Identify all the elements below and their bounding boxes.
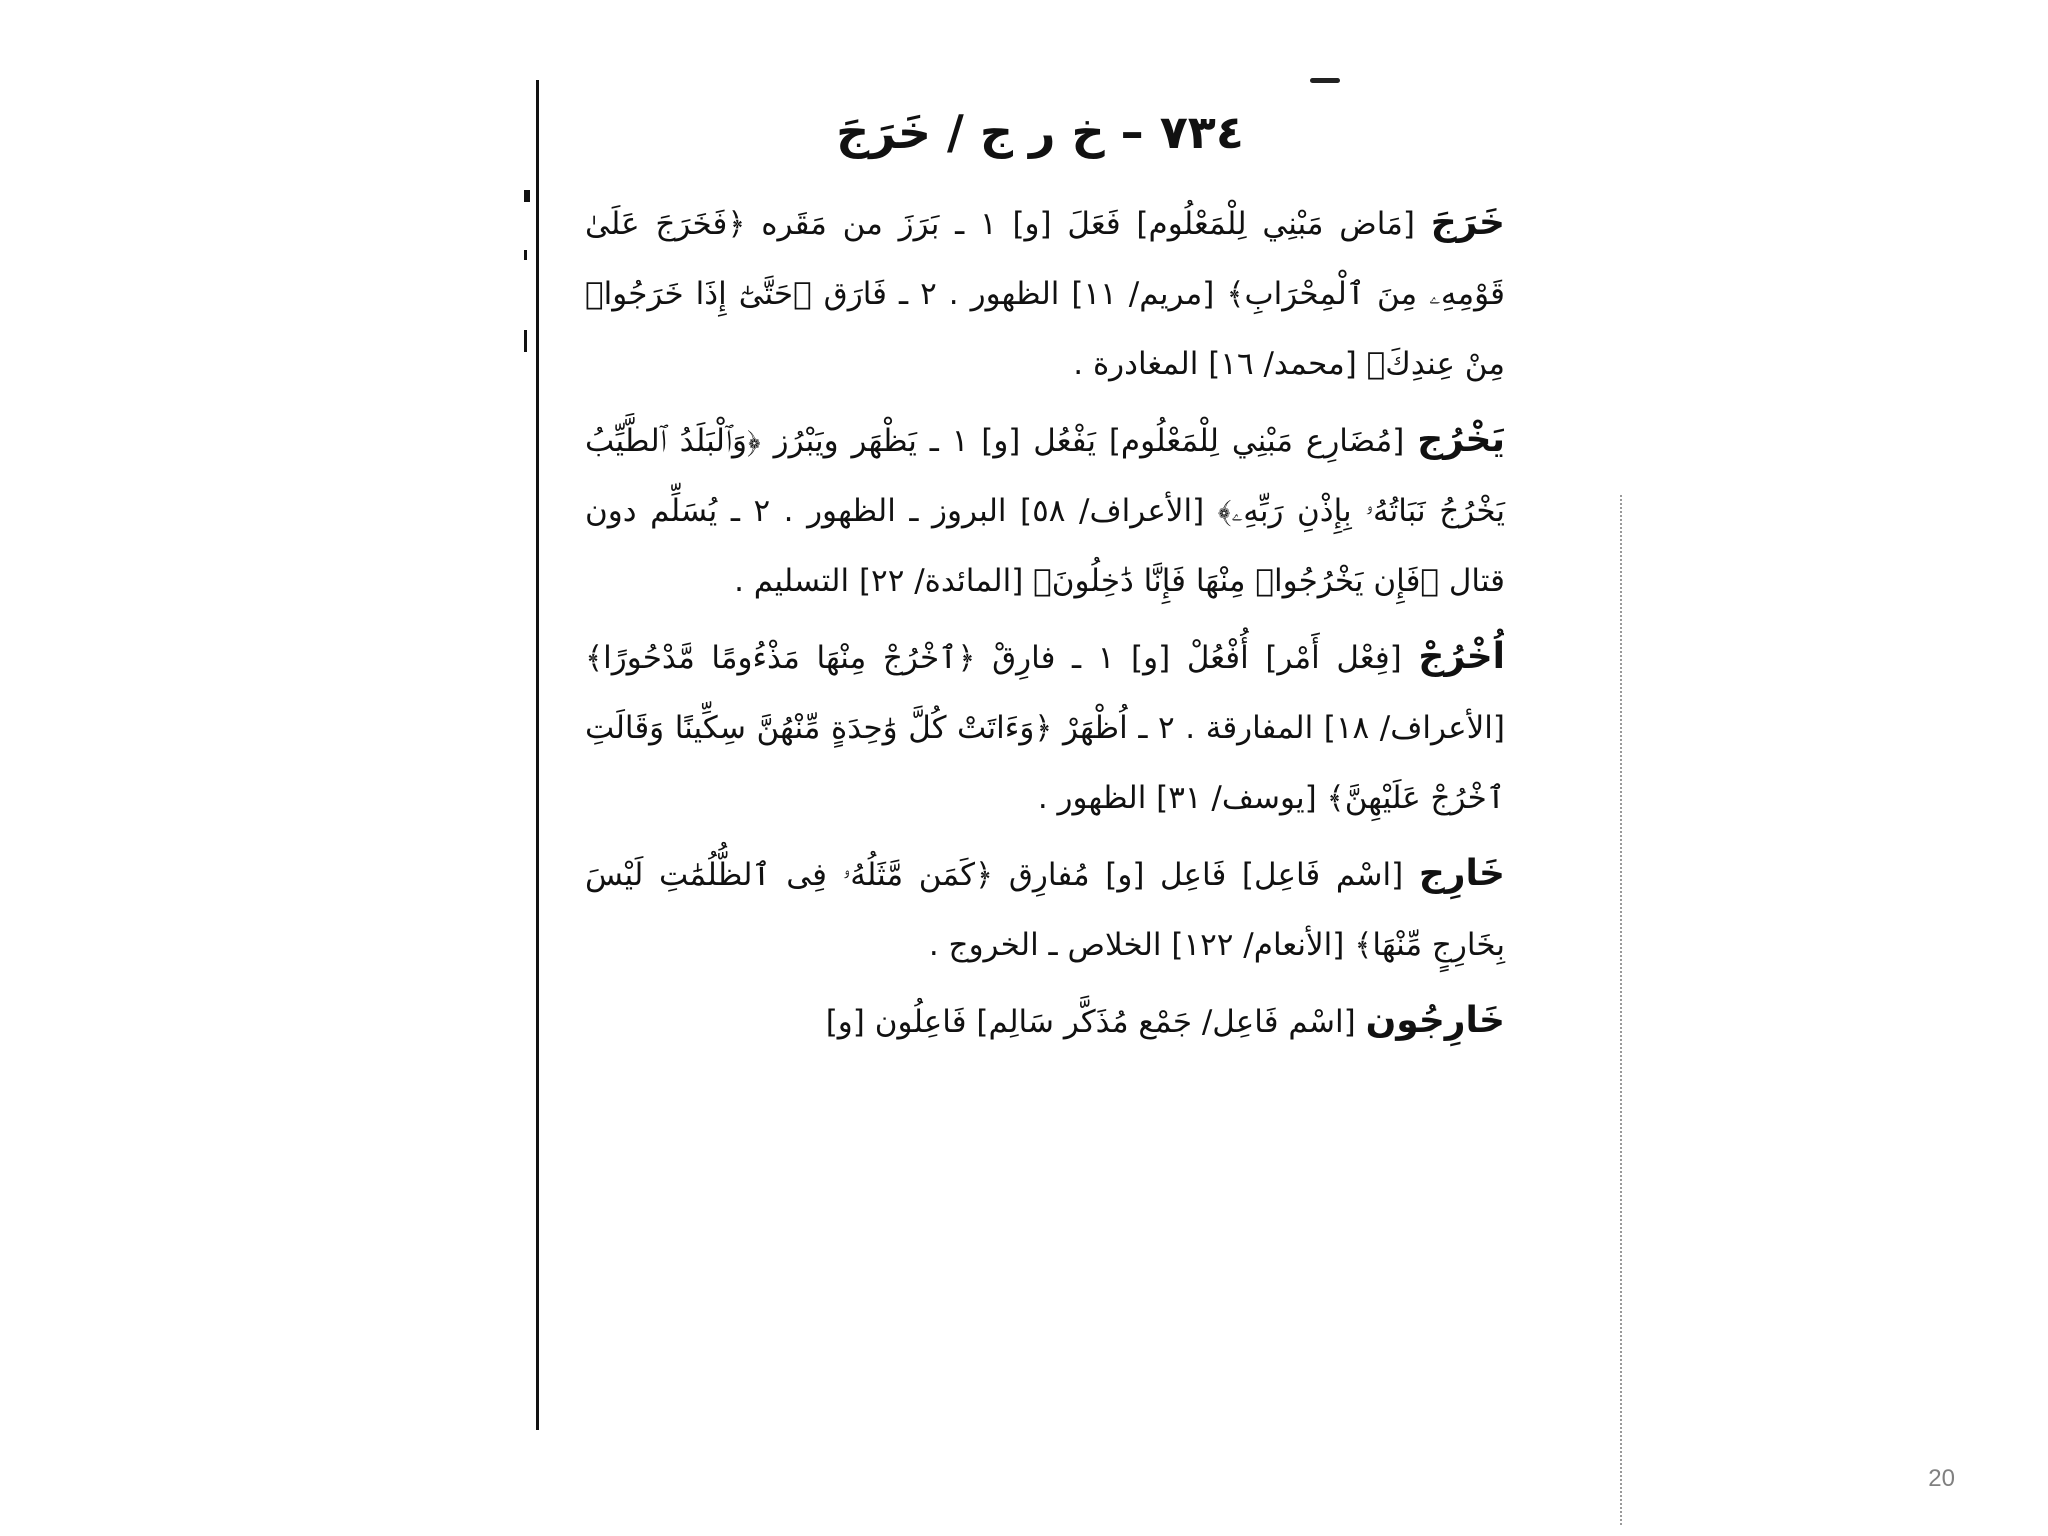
dictionary-entry <box>585 405 1505 616</box>
entry-headword: خَارِج <box>1418 853 1505 894</box>
entry-headword: اُخْرُجْ <box>1418 636 1505 677</box>
scan-artifact-dash <box>1310 78 1340 83</box>
dictionary-entry <box>585 986 1505 1057</box>
margin-mark <box>524 330 527 352</box>
entry-title: ٧٣٤ – خ ر ج / خَرَجَ <box>836 105 1244 159</box>
margin-mark <box>524 190 530 202</box>
dictionary-entry <box>585 839 1505 980</box>
page-border-line <box>536 80 539 1430</box>
entry-headword: خَرَجَ <box>1430 202 1505 243</box>
scanned-dictionary-page <box>520 60 1520 1440</box>
dictionary-entry <box>585 622 1505 833</box>
dictionary-entry <box>585 188 1505 399</box>
margin-mark <box>524 250 527 260</box>
entry-text: [مَاض مَبْنِي لِلْمَعْلُوم] فَعَلَ [و] ١ ـ بَرَزَ من مَقَره ﴿فَخَرَجَ عَلَىٰ قَوْمِهِۦ مِنَ ٱلْمِحْرَابِ﴾ [مريم/ ١١] الظهور . ٢ ـ فَارَق ﴿حَتَّىٰٓ إِذَا خَرَجُوا۟ مِنْ عِندِكَ﴾ [محمد/ ١٦] المغادرة . <box>585 206 1505 382</box>
entry-text: [فِعْل أَمْر] أُفْعُلْ [و] ١ ـ فارِقْ ﴿ٱخْرُجْ مِنْهَا مَذْءُومًا مَّدْحُورًا﴾ [الأعراف/ ١٨] المفارقة . ٢ ـ اُظْهَرْ ﴿وَءَاتَتْ كُلَّ وَٰحِدَةٍ مِّنْهُنَّ سِكِّينًا وَقَالَتِ ٱخْرُجْ عَلَيْهِنَّ﴾ [يوسف/ ٣١] الظهور . <box>585 640 1505 816</box>
entry-headword: يَخْرُج <box>1417 419 1505 460</box>
slide-page-number: 20 <box>1928 1465 1955 1492</box>
dotted-column-rule <box>1620 495 1622 1525</box>
dictionary-text <box>585 188 1505 1063</box>
entry-text: [مُضَارِع مَبْنِي لِلْمَعْلُوم] يَفْعُل [و] ١ ـ يَظْهَر ويَبْرُز ﴿وَٱلْبَلَدُ ٱلطَّيِّبُ يَخْرُجُ نَبَاتُهُۥ بِإِذْنِ رَبِّهِۦ﴾ [الأعراف/ ٥٨] البروز ـ الظهور . ٢ ـ يُسَلِّم دون قتال ﴿فَإِن يَخْرُجُوا۟ مِنْهَا فَإِنَّا دَٰخِلُونَ﴾ [المائدة/ ٢٢] التسليم . <box>585 423 1505 599</box>
entry-text: [اسْم فَاعِل/ جَمْع مُذَكَّر سَالِم] فَاعِلُون [و] <box>825 1004 1356 1040</box>
entry-headword: خَارِجُون <box>1365 1000 1505 1041</box>
entry-text: [اسْم فَاعِل] فَاعِل [و] مُفارِق ﴿كَمَن مَّثَلُهُۥ فِى ٱلظُّلُمَٰتِ لَيْسَ بِخَارِجٍ مِّنْهَا﴾ [الأنعام/ ١٢٢] الخلاص ـ الخروج . <box>585 857 1505 963</box>
